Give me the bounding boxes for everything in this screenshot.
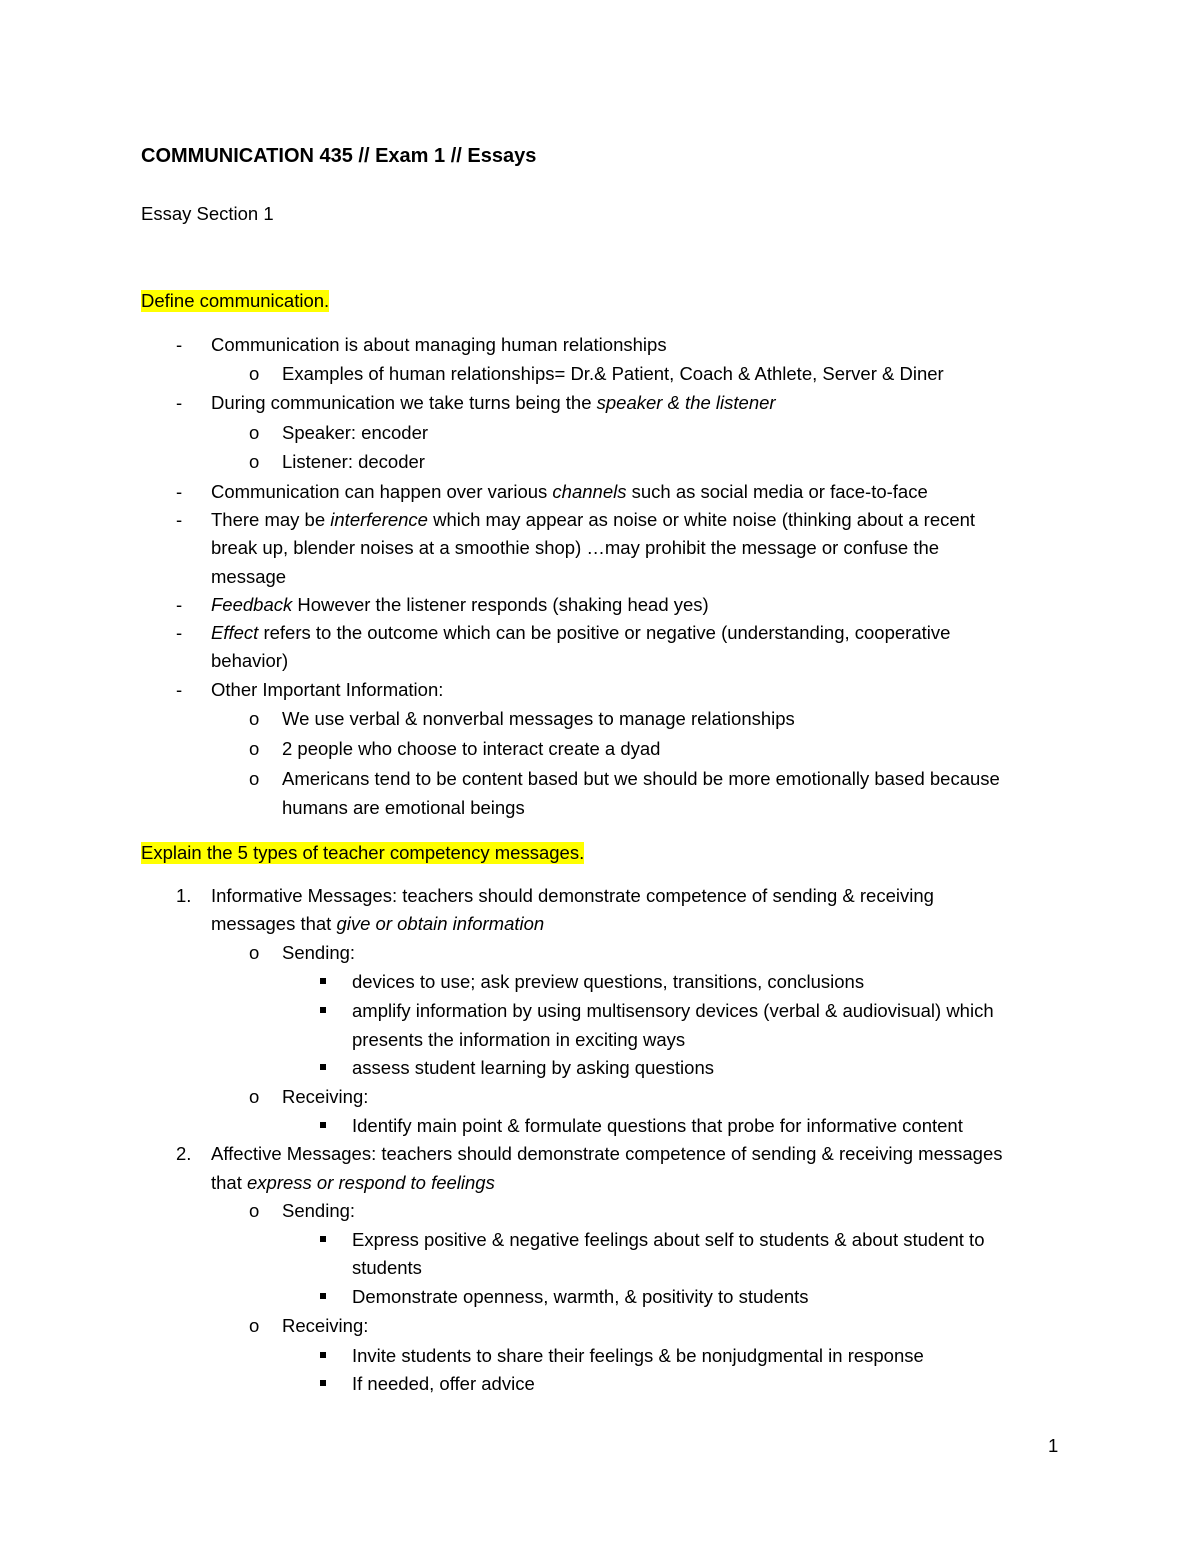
circle-marker: o bbox=[249, 708, 260, 729]
circle-marker: o bbox=[249, 451, 260, 472]
list-item: Communication is about managing human relationships bbox=[211, 334, 667, 355]
dash-marker: - bbox=[176, 334, 183, 355]
circle-marker: o bbox=[249, 422, 260, 443]
dash-marker: - bbox=[176, 392, 183, 413]
square-bullet-icon bbox=[320, 1380, 326, 1386]
circle-marker: o bbox=[249, 363, 260, 384]
list-item: Affective Messages: teachers should demonstrate competence of sending & receiving messages bbox=[211, 1143, 1003, 1164]
square-bullet-icon bbox=[320, 1122, 326, 1128]
list-item: Effect refers to the outcome which can be positive or negative (understanding, cooperative bbox=[211, 622, 951, 643]
number-marker: 1. bbox=[176, 885, 192, 906]
dash-marker: - bbox=[176, 481, 183, 502]
list-item: Sending: bbox=[282, 1200, 356, 1221]
list-item-continued: message bbox=[211, 566, 287, 587]
list-item: There may be interference which may appear as noise or white noise (thinking about a recent bbox=[211, 509, 976, 530]
dash-marker: - bbox=[176, 509, 183, 530]
list-item-continued: break up, blender noises at a smoothie shop) …may prohibit the message or confuse the bbox=[211, 537, 940, 558]
list-item: Express positive & negative feelings about self to students & about student to bbox=[352, 1229, 985, 1250]
question-2-heading: Explain the 5 types of teacher competency messages. bbox=[141, 842, 585, 863]
circle-marker: o bbox=[249, 1200, 260, 1221]
square-bullet-icon bbox=[320, 1064, 326, 1070]
list-item: 2 people who choose to interact create a dyad bbox=[282, 738, 661, 759]
list-item-continued: messages that give or obtain information bbox=[211, 913, 545, 934]
list-item: Invite students to share their feelings & be nonjudgmental in response bbox=[352, 1345, 924, 1366]
list-item-continued: presents the information in exciting ways bbox=[352, 1029, 686, 1050]
list-item: We use verbal & nonverbal messages to manage relationships bbox=[282, 708, 795, 729]
list-item: Receiving: bbox=[282, 1086, 369, 1107]
list-item-continued: students bbox=[352, 1257, 422, 1278]
list-item: Other Important Information: bbox=[211, 679, 444, 700]
circle-marker: o bbox=[249, 1086, 260, 1107]
circle-marker: o bbox=[249, 942, 260, 963]
page-number: 1 bbox=[1048, 1435, 1059, 1456]
question-1-heading: Define communication. bbox=[141, 290, 330, 311]
list-item: Feedback However the listener responds (shaking head yes) bbox=[211, 594, 709, 615]
square-bullet-icon bbox=[320, 1236, 326, 1242]
list-item: During communication we take turns being the speaker & the listener bbox=[211, 392, 776, 413]
list-item: Demonstrate openness, warmth, & positivity to students bbox=[352, 1286, 809, 1307]
list-item: Communication can happen over various channels such as social media or face-to-face bbox=[211, 481, 928, 502]
list-item: Americans tend to be content based but we should be more emotionally based because bbox=[282, 768, 1000, 789]
circle-marker: o bbox=[249, 738, 260, 759]
list-item: If needed, offer advice bbox=[352, 1373, 535, 1394]
square-bullet-icon bbox=[320, 1293, 326, 1299]
list-item: Sending: bbox=[282, 942, 356, 963]
list-item: Receiving: bbox=[282, 1315, 369, 1336]
list-item-continued: that express or respond to feelings bbox=[211, 1172, 495, 1193]
document-title: COMMUNICATION 435 // Exam 1 // Essays bbox=[141, 145, 537, 167]
section-label: Essay Section 1 bbox=[141, 203, 274, 224]
list-item: amplify information by using multisensory devices (verbal & audiovisual) which bbox=[352, 1000, 994, 1021]
list-item: Examples of human relationships= Dr.& Patient, Coach & Athlete, Server & Diner bbox=[282, 363, 944, 384]
circle-marker: o bbox=[249, 1315, 260, 1336]
list-item: Informative Messages: teachers should demonstrate competence of sending & receiving bbox=[211, 885, 934, 906]
circle-marker: o bbox=[249, 768, 260, 789]
list-item-continued: humans are emotional beings bbox=[282, 797, 525, 818]
list-item: devices to use; ask preview questions, transitions, conclusions bbox=[352, 971, 865, 992]
list-item: Speaker: encoder bbox=[282, 422, 429, 443]
number-marker: 2. bbox=[176, 1143, 192, 1164]
square-bullet-icon bbox=[320, 1352, 326, 1358]
list-item: Listener: decoder bbox=[282, 451, 425, 472]
list-item: assess student learning by asking questions bbox=[352, 1057, 714, 1078]
square-bullet-icon bbox=[320, 1007, 326, 1013]
dash-marker: - bbox=[176, 622, 183, 643]
dash-marker: - bbox=[176, 594, 183, 615]
list-item: Identify main point & formulate questions that probe for informative content bbox=[352, 1115, 963, 1136]
dash-marker: - bbox=[176, 679, 183, 700]
list-item-continued: behavior) bbox=[211, 650, 289, 671]
square-bullet-icon bbox=[320, 978, 326, 984]
